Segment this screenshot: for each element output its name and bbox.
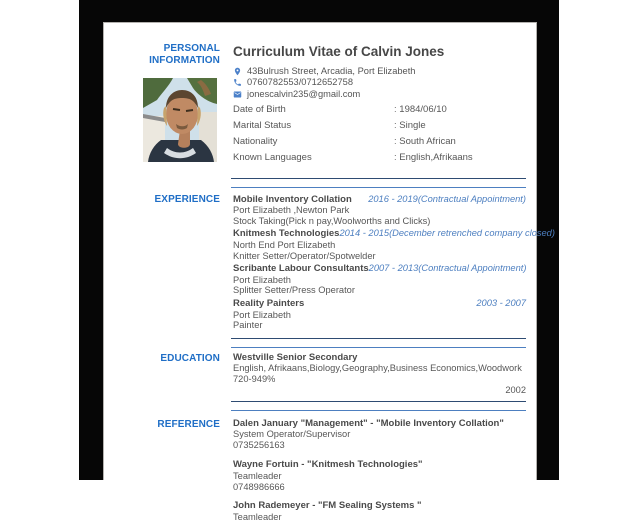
detail-row-marital-status [233, 120, 526, 136]
reference-entry [233, 460, 526, 492]
profile-photo [143, 78, 217, 162]
detail-value: English,Afrikaans [399, 152, 473, 164]
section-label-education: EDUCATION [160, 352, 220, 364]
experience-entry [233, 194, 526, 227]
experience-period: 2016 - 2019(Contractual Appointment) [368, 193, 526, 204]
detail-value: Single [399, 120, 426, 132]
detail-colon: : [394, 103, 397, 115]
experience-company: Mobile Inventory Collation [233, 193, 352, 205]
section-label-experience: EXPERIENCE [154, 193, 220, 205]
phone-text: 0760782553/0712652758 [247, 77, 353, 88]
experience-entry [233, 228, 555, 261]
divider-line-dark [231, 401, 526, 402]
experience-role: Stock Taking(Pick n pay,Woolworths and Clicks) [233, 215, 431, 226]
reference-name: Wayne Fortuin - "Knitmesh Technologies" [233, 458, 423, 470]
experience-entry [233, 298, 526, 331]
experience-location: Port Elizabeth [233, 274, 291, 285]
section-personal-information [104, 43, 536, 169]
detail-colon: : [394, 120, 397, 132]
contact-phone-row [233, 77, 526, 88]
section-divider [231, 401, 526, 411]
detail-label: Known Languages [233, 152, 312, 164]
experience-role: Painter [233, 320, 263, 331]
experience-role: Splitter Setter/Press Operator [233, 285, 355, 296]
experience-company: Knitmesh Technologies [233, 228, 340, 240]
education-content [233, 353, 536, 396]
reference-role: System Operator/Supervisor [233, 429, 351, 440]
experience-location: North End Port Elizabeth [233, 240, 336, 251]
cv-page [103, 22, 555, 523]
reference-name: John Rademeyer - "FM Sealing Systems " [233, 500, 422, 512]
address-text: 43Bulrush Street, Arcadia, Port Elizabeth [247, 66, 416, 76]
detail-colon: : [394, 152, 397, 164]
location-pin-icon [233, 67, 242, 76]
section-divider [231, 338, 526, 348]
email-text: jonescalvin235@gmail.com [247, 88, 361, 99]
reference-role: Teamleader [233, 512, 282, 523]
experience-company: Scribante Labour Consultants [233, 263, 369, 275]
reference-entry [233, 501, 526, 523]
section-label-personal: PERSONAL INFORMATION [149, 43, 220, 66]
experience-content [233, 193, 555, 333]
experience-period: 2007 - 2013(Contractual Appointment) [368, 263, 527, 274]
phone-icon [233, 78, 242, 87]
reference-entry [233, 419, 526, 451]
reference-content [233, 419, 536, 532]
page-title: Curriculum Vitae of Calvin Jones [233, 44, 445, 59]
personal-content [233, 43, 536, 169]
detail-label: Nationality [233, 136, 278, 148]
detail-value: 1984/06/10 [399, 103, 447, 115]
experience-role: Knitter Setter/Operator/Spotwelder [233, 250, 376, 261]
section-experience [104, 193, 555, 333]
detail-value: South African [399, 136, 456, 148]
section-divider [231, 178, 526, 188]
contact-email-row [233, 89, 526, 100]
personal-label-column [104, 43, 233, 169]
divider-line-light [231, 410, 526, 411]
experience-entry [233, 263, 526, 296]
section-education [104, 353, 536, 396]
divider-line-dark [231, 338, 526, 339]
detail-colon: : [394, 136, 397, 148]
divider-line-dark [231, 178, 526, 179]
education-grade: 720-949% [233, 373, 276, 384]
section-label-reference: REFERENCE [157, 418, 220, 430]
experience-location: Port Elizabeth [233, 309, 291, 320]
divider-line-light [231, 187, 526, 188]
reference-phone: 0748986666 [233, 481, 285, 492]
experience-location: Port Elizabeth ,Newton Park [233, 205, 350, 216]
education-year: 2002 [505, 384, 526, 395]
detail-label: Date of Birth [233, 103, 286, 115]
detail-row-date-of-birth [233, 104, 526, 120]
detail-row-nationality [233, 136, 526, 152]
reference-name: Dalen January "Management" - "Mobile Inventory Collation" [233, 417, 504, 429]
education-school: Westville Senior Secondary [233, 351, 358, 363]
experience-period: 2014 - 2015(December retrenched company closed) [339, 228, 555, 239]
detail-label: Marital Status [233, 120, 292, 132]
photo-container [104, 78, 220, 162]
email-icon [233, 90, 242, 99]
experience-period: 2003 - 2007 [476, 297, 526, 308]
education-subjects: English, Afrikaans,Biology,Geography,Business Economics,Woodwork [233, 363, 522, 374]
personal-details-table [233, 104, 526, 169]
divider-line-light [231, 347, 526, 348]
reference-phone: 0735256163 [233, 440, 285, 451]
contact-address-row [233, 66, 526, 77]
section-reference [104, 419, 536, 532]
experience-company: Reality Painters [233, 297, 305, 309]
reference-role: Teamleader [233, 470, 282, 481]
detail-row-known-languages [233, 152, 526, 168]
